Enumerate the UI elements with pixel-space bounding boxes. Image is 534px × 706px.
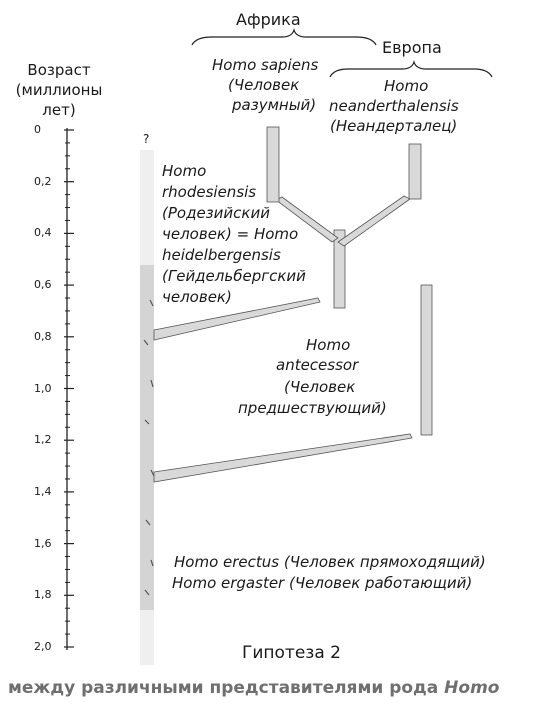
africa-brace bbox=[192, 30, 376, 45]
tick-label: 1,6 bbox=[34, 536, 52, 550]
sapiens-latin: Homo sapiens bbox=[212, 56, 319, 74]
rhodesiensis-line: rhodesiensis bbox=[162, 183, 257, 201]
ergaster-ru: (Человек работающий) bbox=[289, 574, 473, 592]
antecessor-branch bbox=[154, 434, 412, 482]
erectus-label bbox=[174, 553, 486, 572]
region-europe: Европа bbox=[382, 38, 442, 57]
antecessor-stem bbox=[421, 285, 432, 435]
tick-label: 0,2 bbox=[34, 174, 52, 188]
hypothesis-label: Гипотеза 2 bbox=[242, 643, 341, 663]
antecessor-line: Homo bbox=[306, 336, 351, 354]
ergaster-label bbox=[172, 574, 472, 593]
tick-label: 0,6 bbox=[34, 278, 52, 292]
erectus-latin: Homo erectus bbox=[174, 553, 280, 571]
europe-brace bbox=[330, 62, 492, 77]
tick-label: 1,8 bbox=[34, 588, 52, 602]
rhodesiensis-line: (Родезийский bbox=[162, 204, 270, 222]
neanderthal-ru: (Неандерталец) bbox=[330, 117, 458, 135]
tick-label: 0,4 bbox=[34, 226, 52, 240]
tick-label: 2,0 bbox=[34, 640, 52, 653]
erectus-trunk bbox=[140, 265, 154, 610]
neanderthal-stem bbox=[409, 144, 421, 199]
axis-title-line: (миллионы bbox=[15, 81, 103, 99]
region-africa: Африка bbox=[236, 10, 301, 29]
neanderthal-latin-2: neanderthalensis bbox=[329, 97, 459, 115]
antecessor-line: предшествующий) bbox=[238, 399, 387, 417]
antecessor-line: (Человек bbox=[284, 378, 356, 396]
rhodesiensis-line: Homo bbox=[162, 162, 207, 180]
neanderthal-latin-1: Homo bbox=[384, 77, 429, 95]
sapiens-stem bbox=[267, 127, 279, 202]
tick-label: 0,8 bbox=[34, 329, 52, 343]
tick-label: 0 bbox=[34, 123, 41, 136]
time-axis-ticks bbox=[64, 130, 74, 647]
rhodesiensis-line: человек) = Homo bbox=[162, 225, 299, 243]
trunk-faint-lower bbox=[140, 610, 154, 665]
neanderthal-branch bbox=[338, 196, 410, 246]
ergaster-latin: Homo ergaster bbox=[172, 574, 285, 592]
question-mark: ? bbox=[143, 132, 150, 146]
tick-label: 1,4 bbox=[34, 484, 52, 498]
rhodesiensis-line: (Гейдельбергский bbox=[162, 267, 306, 285]
erectus-ru: (Человек прямоходящий) bbox=[283, 553, 486, 571]
sapiens-ru-1: (Человек bbox=[228, 76, 300, 94]
axis-title-line: лет) bbox=[42, 101, 76, 119]
rhodesiensis-line: человек) bbox=[162, 288, 232, 306]
caption-text: между различными представителями рода bbox=[8, 678, 445, 698]
antecessor-line: antecessor bbox=[276, 356, 359, 374]
caption-italic: Homo bbox=[444, 678, 500, 698]
tick-label: 1,0 bbox=[34, 381, 52, 395]
rhodesiensis-line: heidelbergensis bbox=[162, 246, 281, 264]
sapiens-ru-2: разумный) bbox=[232, 96, 317, 114]
tick-label: 1,2 bbox=[34, 433, 52, 447]
axis-title bbox=[0, 60, 118, 120]
figure-caption bbox=[8, 678, 499, 698]
axis-title-line: Возраст bbox=[27, 61, 91, 79]
trunk-faint-upper bbox=[140, 150, 154, 265]
